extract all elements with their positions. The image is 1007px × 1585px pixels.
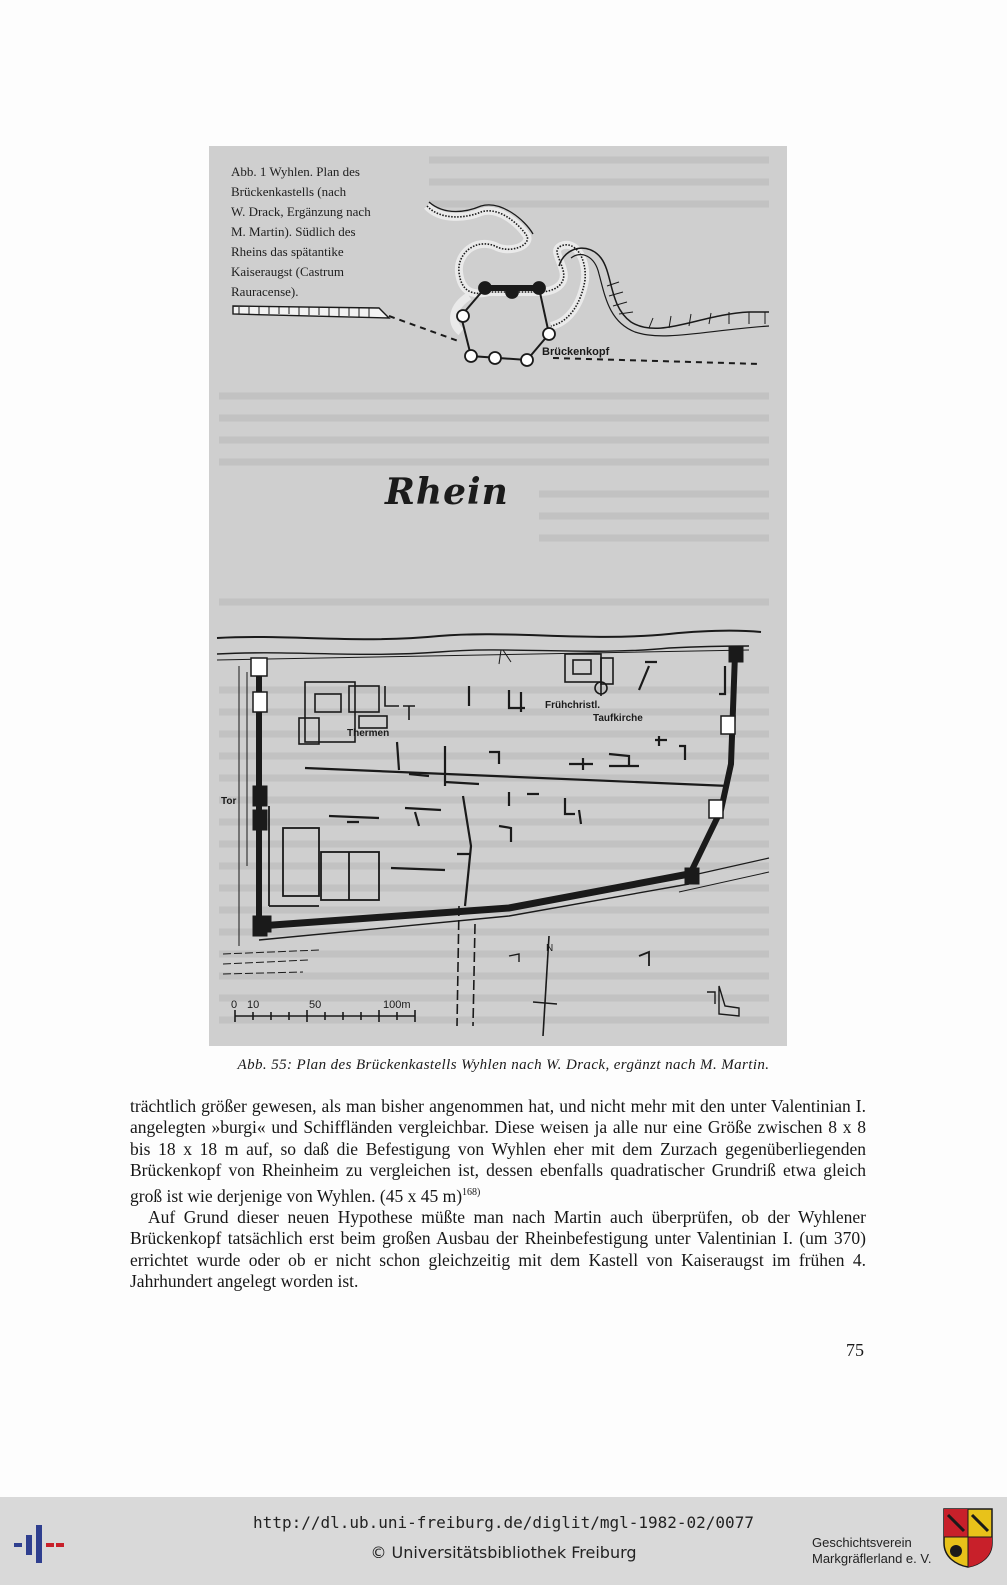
site-map bbox=[209, 146, 787, 1046]
wall-fragments bbox=[305, 662, 729, 906]
castrum-plan bbox=[217, 631, 769, 1036]
body-text bbox=[130, 1096, 866, 1292]
footer-organization bbox=[812, 1535, 932, 1567]
label-thermen: Thermen bbox=[347, 728, 390, 739]
scale-bar bbox=[235, 1010, 415, 1022]
inset-caption-line: Brückenkastells (nach bbox=[231, 184, 347, 199]
footnote-ref: 168) bbox=[462, 1186, 481, 1198]
bridgehead-fort bbox=[461, 288, 549, 360]
inset-caption-line: Rauracense). bbox=[231, 284, 299, 299]
scale-label-0: 0 bbox=[231, 999, 238, 1011]
org-line-2: Markgräflerland e. V. bbox=[812, 1551, 932, 1566]
label-tor: Tor bbox=[221, 796, 237, 807]
bridgehead-inset bbox=[233, 202, 769, 366]
footer-url-link[interactable]: http://dl.ub.uni-freiburg.de/diglit/mgl-1982-02/0077 bbox=[253, 1513, 754, 1532]
scale-label-100m: 100m bbox=[383, 999, 411, 1011]
east-wall bbox=[689, 654, 735, 876]
southwest-buildings bbox=[269, 806, 379, 906]
markgraeflerland-crest-icon[interactable] bbox=[942, 1507, 994, 1569]
river-bank-line bbox=[217, 631, 761, 640]
label-brueckenkopf: Brückenkopf bbox=[542, 346, 610, 358]
footer-bar bbox=[0, 1497, 1007, 1585]
inset-caption-line: Kaiseraugst (Castrum bbox=[231, 264, 345, 279]
paragraph-2: Auf Grund dieser neuen Hypothese müßte man nach Martin auch überprüfen, ob der Wyhlener Brückenkopf tatsächlich erst beim großen Ausbau der Rheinbefestigung unter Valentinian I. (um 370) errichtet wurde oder ob er nicht schon gleichzeitig mit dem Kastell von Kaiseraugst im frühen 4. Jahrhundert angelegt worden ist. bbox=[130, 1206, 866, 1292]
scale-label-50: 50 bbox=[309, 999, 322, 1011]
inset-caption-line: W. Drack, Ergänzung nach bbox=[231, 204, 371, 219]
page-number: 75 bbox=[846, 1340, 864, 1360]
label-taufkirche: Taufkirche bbox=[593, 713, 643, 724]
moat-outline bbox=[427, 206, 585, 332]
paragraph-1-text: trächtlich größer gewesen, als man bisher angenommen hat, und nicht mehr mit den unter Valentinian I. angelegten »burgi« und Schiffländen vergleichbar. Diese weisen ja alle nur eine Größe zwischen 8 x 8 bis 18 x 18 m auf, so daß die Befestigung von Wyhlen eher mit dem Zurzach gegenüberliegenden Brückenkopf von Rheinheim zu vergleichen ist, dessen ebenfalls quadratischer Grundriß etwa gleich groß ist wie derjenige von Wyhlen. (45 x 45 m) bbox=[130, 1096, 866, 1206]
footer-copyright: © Universitätsbibliothek Freiburg bbox=[370, 1543, 637, 1562]
figure-plan bbox=[209, 146, 787, 1046]
river-label-rhein: Rhein bbox=[385, 471, 509, 513]
label-north: N bbox=[546, 943, 554, 954]
scale-label-10: 10 bbox=[247, 999, 260, 1011]
label-fruehchristl: Frühchristl. bbox=[545, 700, 601, 711]
right-bank bbox=[559, 248, 769, 328]
taufkirche-building bbox=[565, 654, 613, 696]
left-bank bbox=[233, 306, 389, 318]
org-line-1: Geschichtsverein bbox=[812, 1535, 912, 1550]
inset-caption-line: Rheins das spätantike bbox=[231, 244, 344, 259]
inset-caption-line: Abb. 1 Wyhlen. Plan des bbox=[231, 164, 360, 179]
figure-caption: Abb. 55: Plan des Brückenkastells Wyhlen nach W. Drack, ergänzt nach M. Martin. bbox=[237, 1057, 770, 1073]
paragraph-1 bbox=[130, 1096, 866, 1207]
inset-caption-line: M. Martin). Südlich des bbox=[231, 224, 356, 239]
